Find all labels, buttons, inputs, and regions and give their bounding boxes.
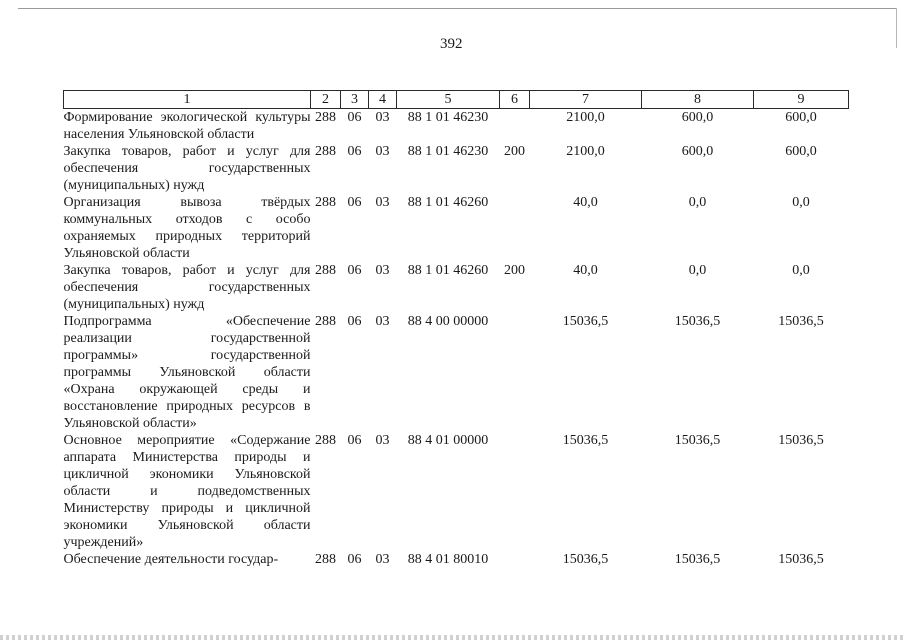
target-article: 88 1 01 46230 [407, 110, 489, 125]
amount-col-9: 600,0 [785, 144, 817, 159]
amount-col-9: 0,0 [792, 263, 810, 278]
target-article: 88 4 00 00000 [407, 314, 489, 329]
table-row [64, 194, 849, 262]
section-code: 06 [347, 314, 362, 329]
scan-bottom-edge [0, 635, 905, 640]
section-code: 06 [347, 110, 362, 125]
section-code: 06 [347, 144, 362, 159]
expense-type: 200 [504, 144, 525, 159]
ministry-code: 288 [315, 552, 336, 567]
amount-col-9: 15036,5 [778, 314, 824, 329]
page-number: 392 [440, 36, 463, 52]
amount-col-7: 15036,5 [562, 552, 609, 567]
budget-table [63, 90, 849, 568]
amount-col-9: 15036,5 [778, 433, 824, 448]
row-description: Закупка товаров, работ и услуг для обеспечения государственных (муниципальных) нужд [63, 144, 311, 193]
table-row [64, 313, 849, 432]
expense-type [500, 194, 530, 262]
table-row [64, 551, 849, 568]
section-code: 06 [347, 195, 362, 210]
amount-col-7: 2100,0 [566, 144, 605, 159]
subsection-code: 03 [375, 144, 390, 159]
ministry-code: 288 [315, 263, 336, 278]
expense-type: 200 [504, 263, 525, 278]
column-header-4: 4 [369, 91, 397, 109]
header-row [64, 91, 849, 109]
target-article: 88 1 01 46260 [407, 263, 489, 278]
row-description: Обеспечение деятельности государ- [63, 552, 279, 567]
subsection-code: 03 [375, 433, 390, 448]
amount-col-9: 0,0 [792, 195, 810, 210]
subsection-code: 03 [375, 552, 390, 567]
column-header-1: 1 [64, 91, 311, 109]
amount-col-8: 15036,5 [674, 552, 721, 567]
amount-col-7: 15036,5 [562, 314, 609, 329]
ministry-code: 288 [315, 433, 336, 448]
column-header-6: 6 [500, 91, 530, 109]
amount-col-7: 40,0 [573, 263, 598, 278]
amount-col-8: 600,0 [681, 144, 714, 159]
amount-col-9: 15036,5 [778, 552, 824, 567]
amount-col-7: 2100,0 [566, 110, 605, 125]
amount-col-8: 0,0 [688, 263, 707, 278]
amount-col-8: 15036,5 [674, 433, 721, 448]
expense-type [500, 551, 530, 568]
table-row [64, 143, 849, 194]
target-article: 88 1 01 46260 [407, 195, 489, 210]
column-header-2: 2 [311, 91, 341, 109]
amount-col-8: 600,0 [681, 110, 714, 125]
target-article: 88 4 01 00000 [407, 433, 489, 448]
table-row [64, 109, 849, 144]
column-header-7: 7 [530, 91, 642, 109]
scan-right-edge [896, 8, 897, 48]
subsection-code: 03 [375, 195, 390, 210]
ministry-code: 288 [315, 314, 336, 329]
subsection-code: 03 [375, 263, 390, 278]
section-code: 06 [347, 263, 362, 278]
amount-col-9: 600,0 [785, 110, 817, 125]
ministry-code: 288 [315, 195, 336, 210]
amount-col-8: 0,0 [688, 195, 707, 210]
column-header-8: 8 [642, 91, 754, 109]
section-code: 06 [347, 433, 362, 448]
expense-type [500, 313, 530, 432]
row-description: Организация вывоза твёрдых коммунальных отходов с особо охраняемых природных территорий Ульяновской области [63, 195, 311, 261]
column-header-9: 9 [754, 91, 849, 109]
column-header-5: 5 [397, 91, 500, 109]
target-article: 88 1 01 46230 [407, 144, 489, 159]
expense-type [500, 109, 530, 144]
amount-col-8: 15036,5 [674, 314, 721, 329]
subsection-code: 03 [375, 314, 390, 329]
row-description: Подпрограмма «Обеспечение реализации государственной программы» государственной программы Ульяновской области «Охрана окружающей среды и восстановление природных ресурсов в Ульяновской области» [63, 314, 311, 431]
table-row [64, 432, 849, 551]
subsection-code: 03 [375, 110, 390, 125]
section-code: 06 [347, 552, 362, 567]
table-row [64, 262, 849, 313]
column-header-3: 3 [341, 91, 369, 109]
expense-type [500, 432, 530, 551]
row-description: Закупка товаров, работ и услуг для обеспечения государственных (муниципальных) нужд [63, 263, 311, 312]
target-article: 88 4 01 80010 [407, 552, 489, 567]
row-description: Формирование экологической культуры населения Ульяновской области [63, 110, 311, 142]
row-description: Основное мероприятие «Содержание аппарата Министерства природы и цикличной экономики Ульяновской области и подведомственных Министерству природы и цикличной экономики Ульяновской области учреждений» [63, 433, 311, 550]
ministry-code: 288 [315, 110, 336, 125]
scan-top-border [18, 8, 897, 9]
amount-col-7: 40,0 [573, 195, 598, 210]
amount-col-7: 15036,5 [562, 433, 609, 448]
ministry-code: 288 [315, 144, 336, 159]
